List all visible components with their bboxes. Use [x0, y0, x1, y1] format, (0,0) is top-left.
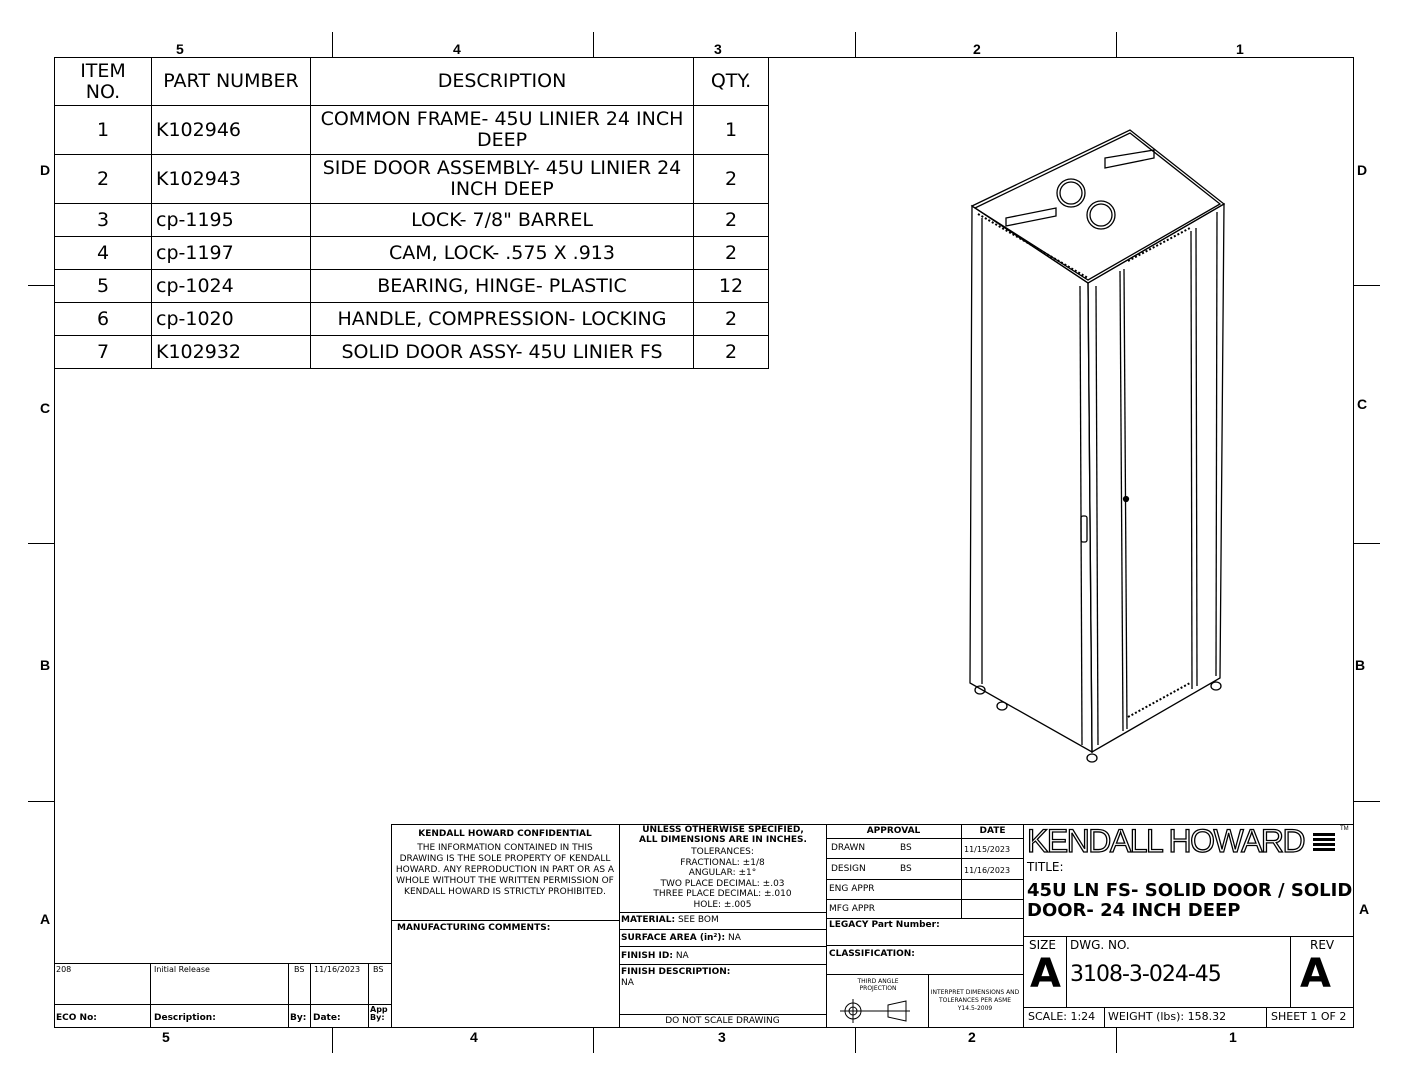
tolerance-title: UNLESS OTHERWISE SPECIFIED, ALL DIMENSIONS ARE IN INCHES. — [639, 825, 807, 845]
bom-row — [55, 237, 769, 270]
frame-bottom — [54, 1027, 1354, 1028]
design-label: DESIGN — [831, 864, 866, 874]
tick — [332, 1028, 333, 1053]
bom-item-number: 6 — [55, 303, 152, 336]
rev-v1 — [150, 963, 151, 1027]
tb-h-dwg — [1023, 1007, 1354, 1008]
bom-row — [55, 270, 769, 303]
tick — [1116, 1028, 1117, 1053]
bom-description: LOCK- 7/8" BARREL — [311, 204, 694, 237]
zone-col-bottom: 4 — [470, 1029, 478, 1045]
tb-h-mat — [619, 929, 826, 930]
tick — [28, 543, 54, 544]
tolerance-line: FRACTIONAL: ±1/8 — [680, 857, 765, 868]
bom-part-number: K102932 — [152, 336, 311, 369]
do-not-scale: DO NOT SCALE DRAWING — [665, 1016, 780, 1026]
classification: CLASSIFICATION: — [829, 949, 915, 959]
eng-appr: ENG APPR — [829, 884, 875, 894]
finish-desc-value: NA — [621, 978, 634, 988]
tick — [855, 32, 856, 57]
bom-part-number: K102943 — [152, 155, 311, 204]
drawn-label: DRAWN — [831, 843, 866, 853]
zone-row-left: B — [40, 657, 51, 673]
tb-v-rev — [1290, 936, 1291, 1007]
bom-description: HANDLE, COMPRESSION- LOCKING — [311, 303, 694, 336]
zone-col-top: 5 — [176, 41, 184, 57]
confidential-text: THE INFORMATION CONTAINED IN THIS DRAWING IS THE SOLE PROPERTY OF KENDALL HOWARD. ANY REPRODUCTION IN PART OR AS A WHOLE WITHOUT THE WRITTEN PERMISSION OF KENDALL HOWARD IS STRICTLY PROHIBITED. — [395, 843, 615, 897]
tb-h-appr — [826, 838, 1023, 839]
bom-header-item: ITEM NO. — [55, 58, 152, 106]
tb-v-proj — [928, 974, 929, 1028]
surface-value: NA — [727, 933, 741, 943]
tb-h-title — [1023, 936, 1354, 937]
zone-row-right: D — [1357, 162, 1368, 178]
tb-h-eng — [826, 899, 1023, 900]
tolerance-line: ANGULAR: ±1° — [688, 868, 757, 878]
finish-id-label: FINISH ID: — [621, 951, 673, 961]
third-angle-projection-icon — [840, 997, 920, 1025]
bom-description: CAM, LOCK- .575 X .913 — [311, 237, 694, 270]
bom-quantity: 2 — [694, 155, 769, 204]
tick — [1354, 543, 1380, 544]
rev-v3 — [310, 963, 311, 1027]
bom-part-number: cp-1195 — [152, 204, 311, 237]
bom-item-number: 7 — [55, 336, 152, 369]
tb-v4 — [1023, 824, 1024, 1028]
weight: WEIGHT (lbs): 158.32 — [1108, 1010, 1227, 1023]
surface-label: SURFACE AREA (in²): — [621, 933, 726, 943]
tb-h-design — [826, 879, 1023, 880]
approval-header: APPROVAL — [866, 826, 921, 836]
tolerances-list — [621, 847, 824, 910]
tick — [593, 1028, 594, 1053]
rev-top — [54, 963, 391, 964]
interpret-dimensions: INTERPRET DIMENSIONS AND TOLERANCES PER ASME Y14.5-2009 — [930, 989, 1020, 1012]
bom-item-number: 1 — [55, 106, 152, 155]
bom-row — [55, 303, 769, 336]
zone-row-right: A — [1359, 901, 1370, 917]
design-date: 11/16/2023 — [964, 866, 1011, 875]
tb-v1 — [619, 824, 620, 1028]
manufacturing-comments: MANUFACTURING COMMENTS: — [397, 923, 551, 933]
bom-item-number: 4 — [55, 237, 152, 270]
tb-left — [391, 824, 392, 1028]
bom-item-number: 3 — [55, 204, 152, 237]
bom-item-number: 5 — [55, 270, 152, 303]
rev-desc-header: Description: — [154, 1013, 216, 1023]
rev-v2 — [288, 963, 289, 1027]
zone-col-bottom: 1 — [1229, 1029, 1237, 1045]
tb-conf-bottom — [391, 920, 619, 921]
date-header: DATE — [979, 826, 1006, 836]
drawn-date: 11/15/2023 — [964, 845, 1011, 854]
tb-h-mfg — [826, 918, 1023, 919]
title-label: TITLE: — [1027, 860, 1064, 874]
surface-area — [621, 933, 741, 944]
bom-row — [55, 336, 769, 369]
tolerance-line: TWO PLACE DECIMAL: ±.03 — [660, 878, 785, 889]
zone-col-top: 4 — [453, 41, 461, 57]
cabinet-isometric-drawing — [960, 128, 1230, 768]
tb-h-legacy — [826, 945, 1023, 946]
rev-v4 — [368, 963, 369, 1027]
third-angle-label: THIRD ANGLE PROJECTION — [857, 978, 899, 992]
tb-h-drawn — [826, 858, 1023, 859]
rev-label: REV — [1310, 938, 1335, 952]
drawing-title-line2: DOOR- 24 INCH DEEP — [1027, 900, 1241, 921]
zone-col-bottom: 3 — [718, 1029, 726, 1045]
bom-header-part: PART NUMBER — [152, 58, 311, 106]
tick — [332, 32, 333, 57]
drawn-by: BS — [900, 843, 912, 853]
rev-date-value: 11/16/2023 — [314, 965, 361, 974]
design-by: BS — [900, 864, 912, 874]
zone-col-bottom: 5 — [162, 1029, 170, 1045]
tb-v2 — [826, 824, 827, 1028]
bom-quantity: 2 — [694, 204, 769, 237]
tb-h-tol — [619, 912, 826, 913]
tick — [28, 285, 54, 286]
zone-col-bottom: 2 — [968, 1029, 976, 1045]
trademark: TM — [1340, 826, 1349, 832]
bom-quantity: 2 — [694, 336, 769, 369]
zone-col-top: 2 — [973, 41, 981, 57]
tick — [1354, 801, 1380, 802]
bom-part-number: cp-1020 — [152, 303, 311, 336]
tb-h-dns — [619, 1014, 826, 1015]
rev-description-value: Initial Release — [154, 965, 210, 974]
finish-id — [621, 951, 689, 962]
size-value: A — [1030, 951, 1061, 997]
finish-desc-label: FINISH DESCRIPTION: — [621, 967, 731, 977]
rev-mid — [54, 1004, 391, 1005]
zone-col-top: 3 — [714, 41, 722, 57]
bom-part-number: cp-1024 — [152, 270, 311, 303]
tick — [28, 801, 54, 802]
zone-col-top: 1 — [1236, 41, 1244, 57]
bill-of-materials — [54, 57, 769, 369]
material-value: SEE BOM — [677, 915, 719, 925]
zone-row-right: C — [1357, 396, 1368, 412]
bom-quantity: 1 — [694, 106, 769, 155]
bom-quantity: 2 — [694, 237, 769, 270]
confidential-title: KENDALL HOWARD CONFIDENTIAL — [418, 829, 592, 839]
legacy-part-number: LEGACY Part Number: — [829, 920, 940, 930]
material-label: MATERIAL: — [621, 915, 676, 925]
zone-row-left: A — [40, 911, 51, 927]
tb-h-fid — [619, 964, 826, 965]
bom-quantity: 2 — [694, 303, 769, 336]
rev-app-value: BS — [373, 965, 384, 974]
bom-row — [55, 204, 769, 237]
bom-row — [55, 106, 769, 155]
rev-by-value: BS — [294, 965, 305, 974]
finish-id-value: NA — [675, 951, 689, 961]
material — [621, 915, 719, 926]
tb-v-sheet — [1266, 1007, 1267, 1027]
dwg-no-value: 3108-3-024-45 — [1070, 962, 1221, 987]
bom-part-number: K102946 — [152, 106, 311, 155]
rev-value: A — [1300, 951, 1331, 997]
tb-h-surf — [619, 946, 826, 947]
size-label: SIZE — [1029, 938, 1056, 952]
tick — [593, 32, 594, 57]
rev-app-header: App By: — [370, 1005, 388, 1022]
rev-eco-header: ECO No: — [56, 1013, 97, 1023]
bom-header-desc: DESCRIPTION — [311, 58, 694, 106]
rev-date-header: Date: — [313, 1013, 341, 1023]
bom-description: SIDE DOOR ASSEMBLY- 45U LINIER 24 INCH DEEP — [311, 155, 694, 204]
bom-description: BEARING, HINGE- PLASTIC — [311, 270, 694, 303]
tolerance-line: THREE PLACE DECIMAL: ±.010 — [653, 889, 792, 899]
rev-eco-value: 208 — [56, 965, 72, 974]
tolerance-line: TOLERANCES: — [691, 847, 754, 857]
tick — [1116, 32, 1117, 57]
mfg-appr: MFG APPR — [829, 904, 876, 914]
sheet-number: SHEET 1 OF 2 — [1271, 1010, 1347, 1023]
zone-row-left: C — [40, 400, 51, 416]
tb-h-class — [826, 974, 1023, 975]
tick — [855, 1028, 856, 1053]
bom-part-number: cp-1197 — [152, 237, 311, 270]
bom-header-qty: QTY. — [694, 58, 769, 106]
zone-row-left: D — [40, 162, 51, 178]
tb-v-size — [1066, 936, 1067, 1007]
zone-row-right: B — [1355, 657, 1366, 673]
tolerance-line: HOLE: ±.005 — [693, 899, 752, 910]
tick — [1354, 285, 1380, 286]
bom-description: SOLID DOOR ASSY- 45U LINIER FS — [311, 336, 694, 369]
bom-row — [55, 155, 769, 204]
tb-v-weight — [1104, 1007, 1105, 1027]
company-logo — [1025, 825, 1353, 858]
bom-description: COMMON FRAME- 45U LINIER 24 INCH DEEP — [311, 106, 694, 155]
bom-item-number: 2 — [55, 155, 152, 204]
dwg-no-label: DWG. NO. — [1070, 938, 1130, 952]
bom-quantity: 12 — [694, 270, 769, 303]
scale: SCALE: 1:24 — [1028, 1010, 1096, 1023]
logo-stripes-icon — [1313, 833, 1335, 853]
rev-by-header: By: — [290, 1013, 307, 1023]
drawing-title-line1: 45U LN FS- SOLID DOOR / SOLID — [1027, 880, 1353, 901]
logo-text: KENDALL HOWARD — [1027, 823, 1305, 859]
